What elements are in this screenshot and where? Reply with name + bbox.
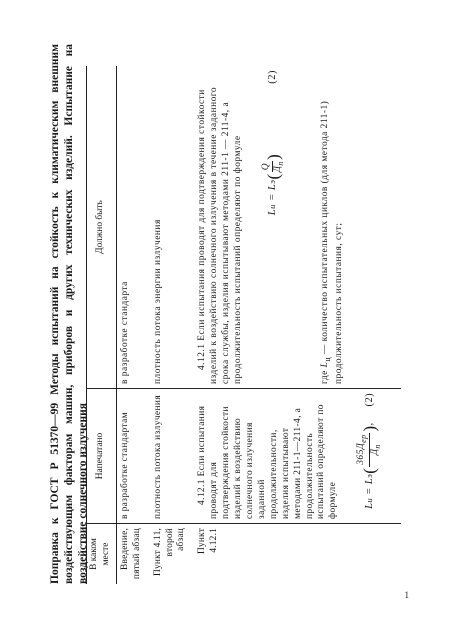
document-title: Поправка к ГОСТ Р 51370—99 Методы испытаний на стойкость к климатическим внешним воздействующим факторам машин, приборов и других технических изделий. Испытание на воздействие солнечного излучения xyxy=(49,44,89,584)
row-place: Пункт 4.12.1 xyxy=(197,528,220,555)
row-printed: в разработке стандартам xyxy=(116,389,149,524)
formula-number: (2) xyxy=(363,393,375,407)
header-printed: Напечатано xyxy=(87,389,117,524)
table-row xyxy=(116,66,149,584)
page-number: 1 xyxy=(404,590,409,600)
correction-table xyxy=(86,66,401,584)
corrected-formula: L и = L э ( Q $Д_п$ ) (2) xyxy=(260,70,285,216)
table-row xyxy=(150,66,195,584)
row-place: Введение, пятый абзац xyxy=(119,528,142,580)
table-row xyxy=(194,66,401,584)
header-place: В каком месте xyxy=(87,524,117,585)
row-place: Пункт 4.11, второй абзац xyxy=(152,528,187,576)
row-printed xyxy=(194,389,401,524)
printed-formula: L и = L э ( $365Д_{ер}$ $Д_п$ ) , (2) xyxy=(356,393,382,509)
row-printed: плотность потока излучения xyxy=(150,389,195,524)
header-should-be: Должно быть xyxy=(87,66,117,389)
printed-paragraph: 4.12.1 Если испытания проводят для подтверждения стойкости изделий к воздействию солнечного излучения заданной продолжительности, изделия испытывают методами 211-1—211-4, а продолжительность испытаний определяют по формуле xyxy=(197,404,339,519)
row-should-be xyxy=(194,66,401,389)
table-header-row xyxy=(87,66,117,584)
formula-number: (2) xyxy=(267,70,279,84)
corrected-paragraph: 4.12.1 Если испытания проводят для подтверждения стойкости изделий к воздействию солнечного излучения в течение заданного срока службы, изделия испытывают методами 211-1 — 211-4, а продолжительность испытаний определяют по формуле xyxy=(197,86,244,384)
row-should-be: плотность потока энергии излучения xyxy=(150,66,195,389)
row-should-be: в разработке стандарта xyxy=(116,66,149,389)
corrected-note: где $L_ц$ — количество испытательных циклов (для метода 211-1) продолжительность испытания, сут; xyxy=(319,100,344,384)
